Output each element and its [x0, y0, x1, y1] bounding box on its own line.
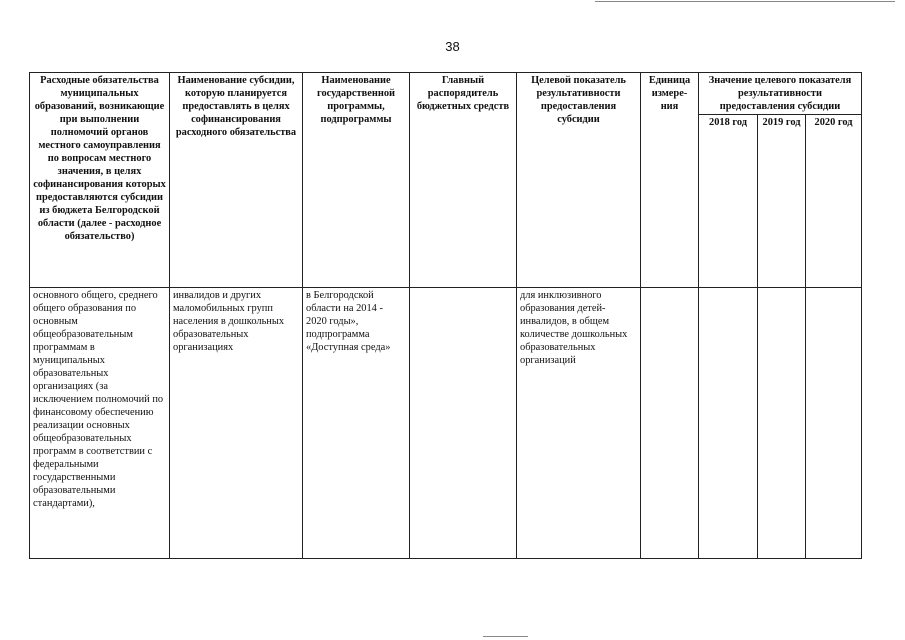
subsidy-table — [29, 72, 862, 559]
header-row-1 — [30, 73, 862, 115]
cell-unit — [641, 288, 699, 559]
table-row — [30, 288, 862, 559]
cell-value-2018 — [699, 288, 758, 559]
page-number: 38 — [445, 39, 460, 54]
header-year-2020: 2020 год — [806, 115, 862, 288]
header-target-indicator: Целевой показатель результативности предоставления субсидии — [517, 73, 641, 288]
scan-artifact-top — [595, 1, 895, 2]
cell-obligations: основного общего, среднего общего образования по основным общеобразовательным программам в муниципальных образовательных организациях (за исключением полномочий по финансовому обеспечению реализации основных общеобразовательных программ в соответствии с федеральными государственными образовательными стандартами), — [30, 288, 170, 559]
cell-value-2020 — [806, 288, 862, 559]
cell-program-name: в Белгородской области на 2014 - 2020 годы», подпрограмма «Доступная среда» — [303, 288, 410, 559]
cell-value-2019 — [758, 288, 806, 559]
cell-subsidy-name: инвалидов и других маломобильных групп населения в дошкольных образовательных организациях — [170, 288, 303, 559]
header-indicator-value-group: Значение целевого показателя результативности предоставления субсидии — [699, 73, 862, 115]
scan-artifact-bottom — [483, 636, 528, 637]
header-budget-manager: Главный распорядитель бюджетных средств — [410, 73, 517, 288]
header-year-2019: 2019 год — [758, 115, 806, 288]
cell-budget-manager — [410, 288, 517, 559]
header-obligations: Расходные обязательства муниципальных образований, возникающие при выполнении полномочий органов местного самоуправления по вопросам местного значения, в целях софинансирования которых предоставляются субсидии из бюджета Белгородской области (далее - расходное обязательство) — [30, 73, 170, 288]
cell-target-indicator: для инклюзивного образования детей-инвалидов, в общем количестве дошкольных образовательных организаций — [517, 288, 641, 559]
header-year-2018: 2018 год — [699, 115, 758, 288]
header-subsidy-name: Наименование субсидии, которую планируется предоставлять в целях софинансирования расходного обязательства — [170, 73, 303, 288]
header-unit: Единица измере-ния — [641, 73, 699, 288]
header-program-name: Наименование государственной программы, подпрограммы — [303, 73, 410, 288]
